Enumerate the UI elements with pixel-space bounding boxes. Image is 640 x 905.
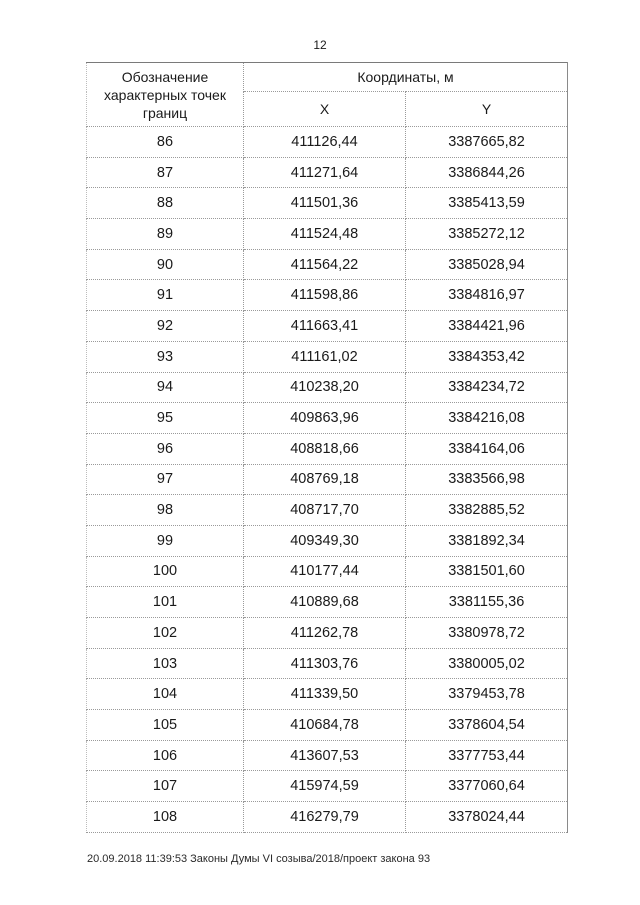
table-row [87, 157, 568, 188]
cell-x: 411598,86 [244, 280, 406, 311]
cell-y: 3379453,78 [406, 679, 568, 710]
cell-y: 3384164,06 [406, 433, 568, 464]
cell-x: 410177,44 [244, 556, 406, 587]
cell-point: 98 [87, 495, 244, 526]
cell-point: 105 [87, 710, 244, 741]
cell-x: 408769,18 [244, 464, 406, 495]
cell-x: 409863,96 [244, 403, 406, 434]
table-row [87, 710, 568, 741]
cell-point: 107 [87, 771, 244, 802]
cell-point: 88 [87, 188, 244, 219]
table-row [87, 648, 568, 679]
cell-y: 3381892,34 [406, 525, 568, 556]
cell-x: 409349,30 [244, 525, 406, 556]
header-coordinates: Координаты, м [244, 63, 568, 92]
cell-point: 101 [87, 587, 244, 618]
cell-x: 410889,68 [244, 587, 406, 618]
cell-point: 94 [87, 372, 244, 403]
cell-y: 3378024,44 [406, 802, 568, 833]
cell-x: 411339,50 [244, 679, 406, 710]
table-header [87, 63, 568, 127]
table-row [87, 587, 568, 618]
cell-y: 3380978,72 [406, 618, 568, 649]
cell-y: 3385272,12 [406, 219, 568, 250]
table-row [87, 618, 568, 649]
cell-y: 3384216,08 [406, 403, 568, 434]
cell-point: 91 [87, 280, 244, 311]
header-point-designation: Обозначение характерных точек границ [87, 63, 244, 127]
cell-y: 3381501,60 [406, 556, 568, 587]
cell-y: 3385413,59 [406, 188, 568, 219]
cell-point: 95 [87, 403, 244, 434]
cell-x: 411271,64 [244, 157, 406, 188]
cell-x: 411564,22 [244, 249, 406, 280]
cell-x: 411126,44 [244, 127, 406, 158]
table-row [87, 188, 568, 219]
cell-x: 411161,02 [244, 341, 406, 372]
cell-y: 3387665,82 [406, 127, 568, 158]
page-number: 12 [313, 38, 327, 52]
cell-x: 411663,41 [244, 311, 406, 342]
table-row [87, 740, 568, 771]
cell-x: 408717,70 [244, 495, 406, 526]
cell-point: 89 [87, 219, 244, 250]
cell-x: 416279,79 [244, 802, 406, 833]
cell-point: 100 [87, 556, 244, 587]
table-row [87, 311, 568, 342]
table-row [87, 464, 568, 495]
table-row [87, 771, 568, 802]
cell-point: 102 [87, 618, 244, 649]
cell-point: 86 [87, 127, 244, 158]
cell-x: 411303,76 [244, 648, 406, 679]
cell-y: 3384234,72 [406, 372, 568, 403]
table-row [87, 802, 568, 833]
coordinates-table [86, 62, 568, 833]
cell-point: 87 [87, 157, 244, 188]
cell-point: 90 [87, 249, 244, 280]
cell-point: 103 [87, 648, 244, 679]
header-x: X [244, 92, 406, 127]
cell-y: 3378604,54 [406, 710, 568, 741]
cell-point: 92 [87, 311, 244, 342]
cell-x: 411524,48 [244, 219, 406, 250]
cell-x: 410238,20 [244, 372, 406, 403]
table-body [87, 127, 568, 833]
cell-point: 96 [87, 433, 244, 464]
table-row [87, 525, 568, 556]
table-row [87, 556, 568, 587]
table-row [87, 341, 568, 372]
table-row [87, 433, 568, 464]
cell-y: 3377753,44 [406, 740, 568, 771]
cell-y: 3384353,42 [406, 341, 568, 372]
table-row [87, 403, 568, 434]
cell-point: 104 [87, 679, 244, 710]
cell-y: 3380005,02 [406, 648, 568, 679]
header-y: Y [406, 92, 568, 127]
cell-x: 408818,66 [244, 433, 406, 464]
cell-y: 3385028,94 [406, 249, 568, 280]
cell-y: 3384421,96 [406, 311, 568, 342]
cell-point: 108 [87, 802, 244, 833]
cell-y: 3386844,26 [406, 157, 568, 188]
cell-y: 3382885,52 [406, 495, 568, 526]
table-row [87, 679, 568, 710]
cell-point: 99 [87, 525, 244, 556]
cell-x: 413607,53 [244, 740, 406, 771]
cell-point: 106 [87, 740, 244, 771]
table-row [87, 219, 568, 250]
cell-x: 411501,36 [244, 188, 406, 219]
table-row [87, 280, 568, 311]
document-footer: 20.09.2018 11:39:53 Законы Думы VI созыва/2018/проект закона 93 [87, 853, 431, 865]
cell-point: 97 [87, 464, 244, 495]
table-row [87, 372, 568, 403]
cell-x: 411262,78 [244, 618, 406, 649]
cell-y: 3381155,36 [406, 587, 568, 618]
cell-y: 3377060,64 [406, 771, 568, 802]
cell-x: 415974,59 [244, 771, 406, 802]
cell-x: 410684,78 [244, 710, 406, 741]
table-row [87, 249, 568, 280]
cell-point: 93 [87, 341, 244, 372]
cell-y: 3384816,97 [406, 280, 568, 311]
table-row [87, 495, 568, 526]
table-row [87, 127, 568, 158]
cell-y: 3383566,98 [406, 464, 568, 495]
